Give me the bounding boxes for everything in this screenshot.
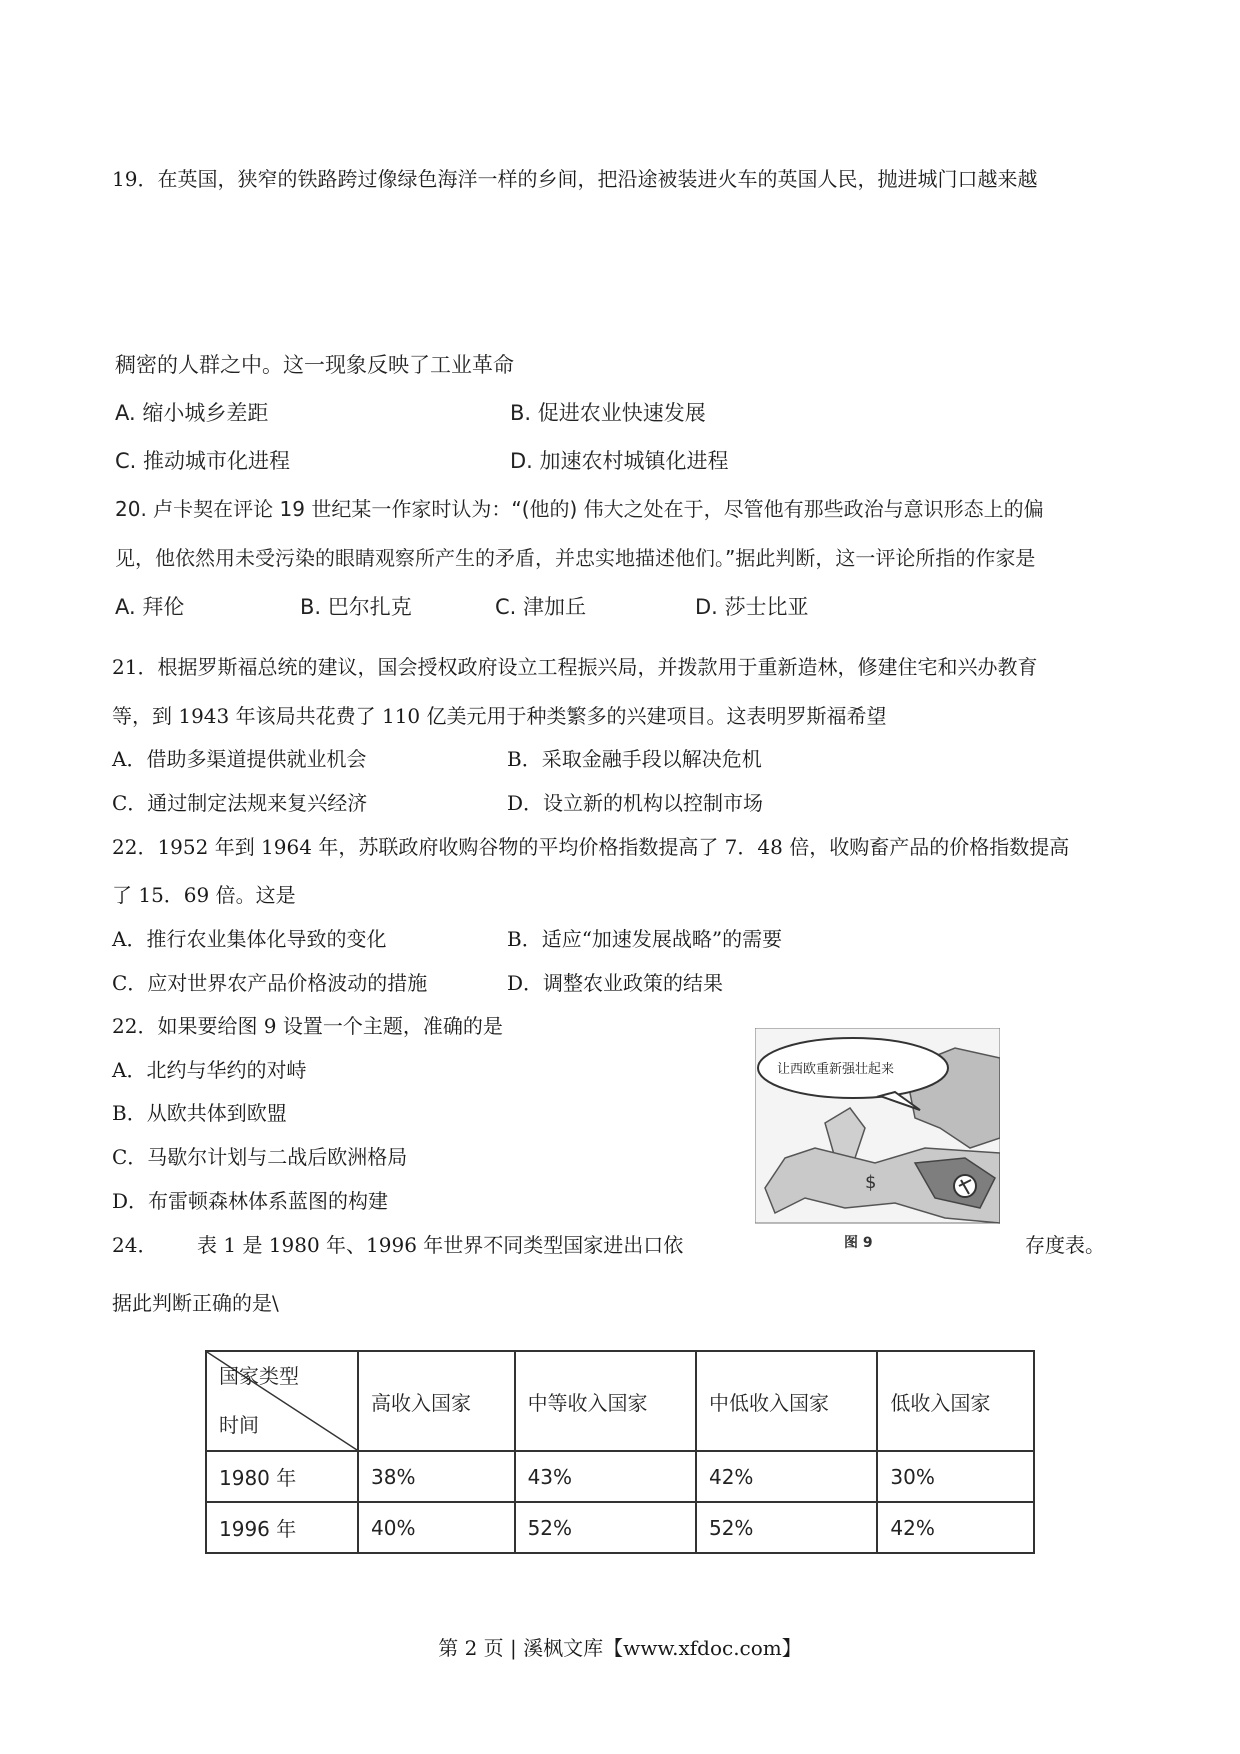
q24-stem: 表 1 是 1980 年、1996 年世界不同类型国家进出口依 xyxy=(197,1233,684,1257)
table-cell: 42% xyxy=(877,1502,1034,1553)
table-header: 中低收入国家 xyxy=(696,1351,877,1451)
q21-option-b: B．采取金融手段以解决危机 xyxy=(507,747,762,771)
table-cell: 52% xyxy=(696,1502,877,1553)
table-row xyxy=(206,1502,1034,1553)
q24-number: 24． xyxy=(112,1233,158,1257)
q19-option-b: B. 促进农业快速发展 xyxy=(510,401,706,425)
table-cell: 40% xyxy=(358,1502,515,1553)
q22a-option-d: D．调整农业政策的结果 xyxy=(507,971,724,995)
table-cell: 38% xyxy=(358,1451,515,1502)
q20-stem-line2: 见，他依然用未受污染的眼睛观察所产生的矛盾，并忠实地描述他们。”据此判断，这一评论所指的作家是 xyxy=(115,546,1036,570)
q22a-option-c: C．应对世界农产品价格波动的措施 xyxy=(112,971,428,995)
q24-stem-line2: 据此判断正确的是\ xyxy=(112,1291,279,1315)
q19-stem-line2: 稠密的人群之中。这一现象反映了工业革命 xyxy=(115,353,514,377)
q19-stem-line1: 19．在英国，狭窄的铁路跨过像绿色海洋一样的乡间，把沿途被装进火车的英国人民，抛进城门口越来越 xyxy=(112,167,1038,191)
europe-map-illustration xyxy=(755,1028,1000,1243)
table-row xyxy=(206,1451,1034,1502)
q22a-stem-line2: 了 15．69 倍。这是 xyxy=(112,883,296,907)
q19-option-a: A. 缩小城乡差距 xyxy=(115,401,269,425)
table-cell: 43% xyxy=(515,1451,696,1502)
q21-option-a: A．借助多渠道提供就业机会 xyxy=(112,747,367,771)
row-year: 1980 年 xyxy=(206,1451,358,1502)
q19-option-c: C. 推动城市化进程 xyxy=(115,449,291,473)
q19-option-d: D. 加速农村城镇化进程 xyxy=(510,449,729,473)
page-footer: 第 2 页 | 溪枫文库【www.xfdoc.com】 xyxy=(438,1636,802,1660)
q22b-stem: 22．如果要给图 9 设置一个主题，准确的是 xyxy=(112,1014,503,1038)
table-header: 低收入国家 xyxy=(877,1351,1034,1451)
corner-label-time: 时间 xyxy=(219,1413,259,1437)
table-cell: 30% xyxy=(877,1451,1034,1502)
q21-option-c: C．通过制定法规来复兴经济 xyxy=(112,791,368,815)
q20-option-a: A. 拜伦 xyxy=(115,595,185,619)
q24-stem-tail: 存度表。 xyxy=(1025,1233,1105,1257)
table-header: 高收入国家 xyxy=(358,1351,515,1451)
q20-stem-line1: 20. 卢卡契在评论 19 世纪某一作家时认为：“(他的) 伟大之处在于，尽管他有那些政治与意识形态上的偏 xyxy=(115,497,1044,521)
table-corner-cell xyxy=(206,1351,358,1451)
row-year: 1996 年 xyxy=(206,1502,358,1553)
dollar-sign-label: $ xyxy=(865,1172,877,1193)
q21-option-d: D．设立新的机构以控制市场 xyxy=(507,791,764,815)
q22b-option-b: B．从欧共体到欧盟 xyxy=(112,1101,287,1125)
figure-9-cartoon xyxy=(755,1028,1000,1243)
q21-stem-line2: 等，到 1943 年该局共花费了 110 亿美元用于种类繁多的兴建项目。这表明罗斯福希望 xyxy=(112,704,887,728)
speech-bubble-text: 让西欧重新强壮起来 xyxy=(777,1062,895,1077)
table-cell: 42% xyxy=(696,1451,877,1502)
q22a-stem-line1: 22．1952 年到 1964 年，苏联政府收购谷物的平均价格指数提高了 7．48 倍，收购畜产品的价格指数提高 xyxy=(112,835,1070,859)
figure-caption: 图 9 xyxy=(844,1235,873,1251)
q22b-option-d: D．布雷顿森林体系蓝图的构建 xyxy=(112,1189,389,1213)
trade-dependency-table xyxy=(205,1350,1035,1554)
q22a-option-b: B．适应“加速发展战略”的需要 xyxy=(507,927,783,951)
table-header: 中等收入国家 xyxy=(515,1351,696,1451)
q20-option-b: B. 巴尔扎克 xyxy=(300,595,412,619)
corner-label-country-type: 国家类型 xyxy=(219,1364,299,1388)
q22b-option-c: C．马歇尔计划与二战后欧洲格局 xyxy=(112,1145,408,1169)
q22b-option-a: A．北约与华约的对峙 xyxy=(112,1058,307,1082)
table-cell: 52% xyxy=(515,1502,696,1553)
q20-option-d: D. 莎士比亚 xyxy=(695,595,809,619)
q22a-option-a: A．推行农业集体化导致的变化 xyxy=(112,927,387,951)
q20-option-c: C. 津加丘 xyxy=(495,595,587,619)
q21-stem-line1: 21．根据罗斯福总统的建议，国会授权政府设立工程振兴局，并拨款用于重新造林，修建住宅和兴办教育 xyxy=(112,655,1038,679)
